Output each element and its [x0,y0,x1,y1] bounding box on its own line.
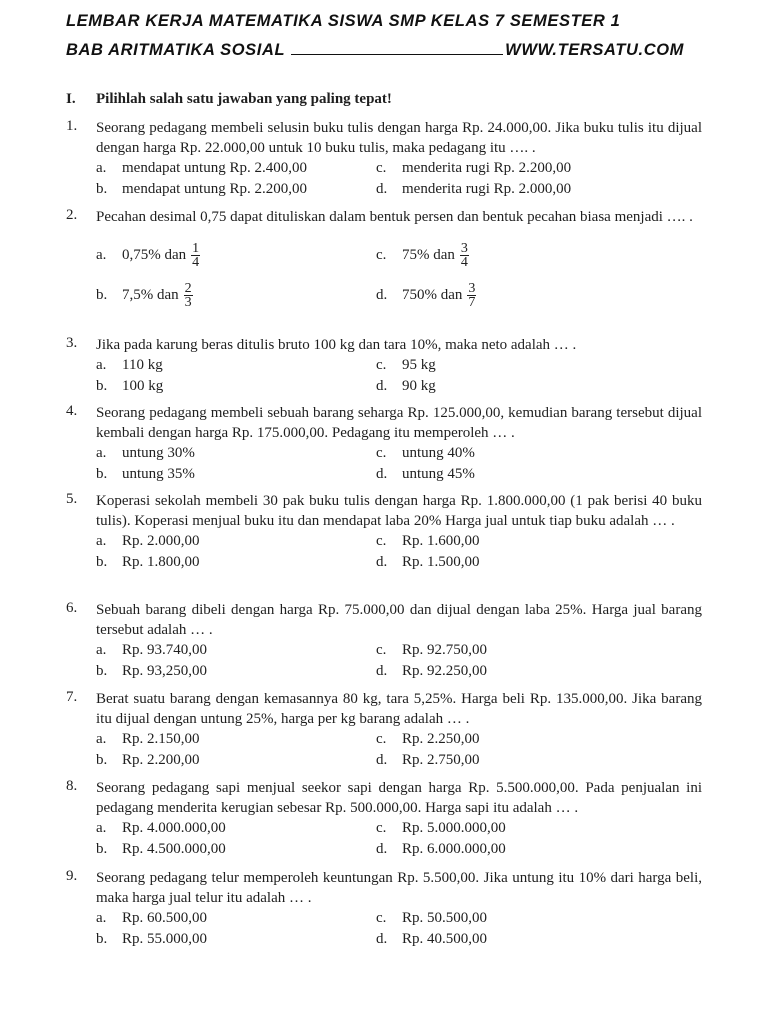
option-c: c. Rp. 92.750,00 [376,642,488,658]
question-number: 2. [66,207,78,223]
option-d: d. Rp. 2.750,00 [376,751,480,768]
question-number: 6. [66,600,78,616]
option-b: b. Rp. 1.800,00 [96,553,200,570]
option-c: c. Rp. 1.600,00 [376,533,480,549]
option-c: c. 75% dan 3 4 [376,240,468,270]
option-c: c. menderita rugi Rp. 2.200,00 [376,160,572,176]
option-b: b. Rp. 2.200,00 [96,751,200,768]
option-a: a. Rp. 2.000,00 [96,533,200,549]
option-b: b. mendapat untung Rp. 2.200,00 [96,180,307,197]
section-instruction: Pilihlah salah satu jawaban yang paling tepat! [96,91,392,107]
option-a: a. Rp. 4.000.000,00 [96,820,226,836]
chapter-title: BAB ARITMATIKA SOSIAL [66,41,286,59]
option-d: d. menderita rugi Rp. 2.000,00 [376,180,572,197]
question-2 [66,207,702,315]
question-text: Koperasi sekolah membeli 30 pak buku tulis dengan harga Rp. 1.800.000,00 (1 pak berisi 40 buku tulis). Koperasi menjual buku itu dan mendapat laba 20% Harga jual untuk tiap buku adalah … . [96,493,702,529]
fraction: 3 7 [468,280,476,310]
option-d: d. untung 45% [376,465,475,482]
question-text: Seorang pedagang sapi menjual seekor sapi dengan harga Rp. 5.500.000,00. Pada penjualan ini pedagang menderita kerugian sebesar Rp. 500.000,00. Harga sapi itu adalah … . [96,780,702,816]
question-5 [66,491,702,572]
option-d: d. Rp. 6.000.000,00 [376,840,506,857]
fraction: 1 4 [192,240,200,270]
option-c: c. Rp. 2.250,00 [376,731,480,747]
option-c: c. Rp. 5.000.000,00 [376,820,506,836]
option-a: a. 0,75% dan 1 4 [96,240,200,270]
option-a: a. Rp. 2.150,00 [96,731,200,747]
option-a: a. mendapat untung Rp. 2.400,00 [96,160,307,176]
option-b: b. Rp. 93,250,00 [96,662,208,679]
question-number: 4. [66,403,78,419]
option-b: b. Rp. 4.500.000,00 [96,840,226,857]
question-9 [66,868,702,949]
option-a: a. Rp. 93.740,00 [96,642,208,658]
question-number: 7. [66,689,78,705]
worksheet-title: LEMBAR KERJA MATEMATIKA SISWA SMP KELAS 7 SEMESTER 1 [66,12,621,30]
chapter-line [66,41,684,60]
option-d: d. Rp. 40.500,00 [376,930,488,947]
section-heading [66,91,392,108]
question-6 [66,600,702,681]
question-number: 5. [66,491,78,507]
section-numeral: I. [66,91,76,107]
question-text: Jika pada karung beras ditulis bruto 100 kg dan tara 10%, maka neto adalah … . [96,337,577,353]
option-d: d. 90 kg [376,377,436,394]
question-number: 3. [66,335,78,351]
question-1 [66,118,702,199]
question-text: Seorang pedagang telur memperoleh keuntungan Rp. 5.500,00. Jika untung itu 10% dari harga beli, maka harga jual telur itu adalah … . [96,870,702,906]
option-d: d. 750% dan 3 7 [376,280,476,310]
question-text: Pecahan desimal 0,75 dapat dituliskan dalam bentuk persen dan bentuk pecahan biasa menjadi …. . [96,209,693,225]
question-text: Seorang pedagang membeli selusin buku tulis dengan harga Rp. 24.000,00. Jika buku tulis itu dijual dengan harga Rp. 22.000,00 untuk 10 buku tulis, maka pedagang itu …. . [96,120,702,156]
question-number: 1. [66,118,78,134]
question-number: 9. [66,868,78,884]
option-d: d. Rp. 92.250,00 [376,662,488,679]
question-number: 8. [66,778,78,794]
question-3 [66,335,702,396]
name-blank-line [291,41,503,55]
question-8 [66,778,702,859]
website-label: WWW.TERSATU.COM [505,41,684,59]
option-b: b. 7,5% dan 2 3 [96,280,192,310]
option-b: b. 100 kg [96,377,164,394]
option-a: a. 110 kg [96,357,163,373]
option-c: c. Rp. 50.500,00 [376,910,488,926]
question-text: Berat suatu barang dengan kemasannya 80 kg, tara 5,25%. Harga beli Rp. 135.000,00. Jika barang itu dijual dengan untung 25%, harga per kg barang adalah … . [96,691,702,727]
option-c: c. 95 kg [376,357,436,373]
option-b: b. untung 35% [96,465,195,482]
question-7 [66,689,702,770]
fraction: 2 3 [184,280,192,310]
question-4 [66,403,702,484]
question-text: Sebuah barang dibeli dengan harga Rp. 75.000,00 dan dijual dengan laba 25%. Harga jual barang tersebut adalah … . [96,602,702,638]
option-d: d. Rp. 1.500,00 [376,553,480,570]
option-c: c. untung 40% [376,445,475,461]
option-b: b. Rp. 55.000,00 [96,930,208,947]
option-a: a. Rp. 60.500,00 [96,910,208,926]
fraction: 3 4 [460,240,468,270]
option-a: a. untung 30% [96,445,195,461]
question-text: Seorang pedagang membeli sebuah barang seharga Rp. 125.000,00, kemudian barang tersebut dijual kembali dengan harga Rp. 175.000,00. Pedagang itu memperoleh … . [96,405,702,441]
